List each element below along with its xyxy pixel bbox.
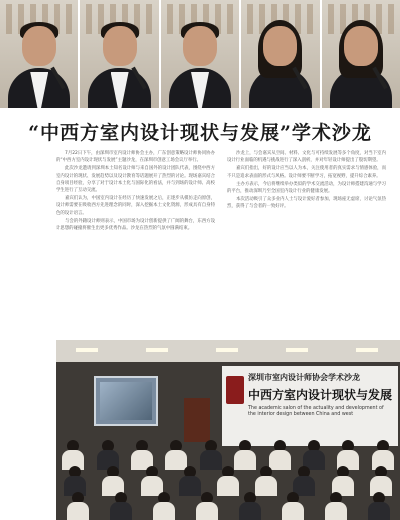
text-column-right bbox=[227, 150, 386, 338]
paragraph: 主办方表示，今后将继续举办类似的学术交流活动，为设计师搭建沟通与学习的平台，推动深圳乃至全国室内设计行业的健康发展。 bbox=[227, 181, 386, 195]
speaker-portrait bbox=[80, 0, 158, 108]
paragraph: 沙龙上，与会嘉宾从空间、材料、文化与可持续发展等多个角度，对当下室内设计行业面临的机遇与挑战进行了深入剖析，并对年轻设计师提出了殷切期望。 bbox=[227, 151, 386, 164]
event-banner bbox=[222, 366, 398, 446]
text-column-left bbox=[56, 150, 215, 338]
paragraph: 7月22日下午，由深圳市室内设计师协会主办，广东创意策略设计师协同协办的“中西方室内设计现状与发展”主题沙龙，在深圳市创意工场会议厅举行。 bbox=[56, 151, 215, 164]
audience bbox=[56, 440, 400, 520]
ceiling bbox=[56, 340, 400, 362]
speaker-portrait bbox=[241, 0, 319, 108]
event-photo bbox=[56, 340, 400, 520]
article-body bbox=[56, 150, 386, 338]
banner-subtitle: 深圳市室内设计师协会学术沙龙 bbox=[248, 372, 360, 382]
paragraph: 本次活动吸引了众多业内人士与设计爱好者参加，现场座无虚席，讨论气氛热烈，获得了与会者的一致好评。 bbox=[227, 197, 386, 210]
banner-english-title: The academic salon of the actuality and development of the interior design between China and west bbox=[248, 406, 384, 417]
paragraph: 与会的外籍设计师则表示，中国市场为设计创新提供了广阔的舞台，东西方设计思想的碰撞将催生出更多优秀作品。沙龙在热烈的气氛中圆满结束。 bbox=[56, 218, 215, 232]
speaker-portrait bbox=[0, 0, 78, 108]
speaker-portrait bbox=[322, 0, 400, 108]
speaker-photo-strip bbox=[0, 0, 400, 108]
speaker-portrait bbox=[161, 0, 239, 108]
association-logo-icon bbox=[226, 376, 244, 404]
podium bbox=[184, 398, 210, 442]
paragraph: 嘉宾们指出，好的设计应当以人为本，关注使用者的真实需求与情感体验，而不只是追求表面的形式与风格。设计师要不断学习，拓宽视野，提升综合素养。 bbox=[227, 166, 386, 179]
paragraph: 此次沙龙邀请到深圳本土知名设计师与来自国外的设计团队代表，围绕中西方室内设计的现状、发展趋势以及设计教育等话题展开了热烈的讨论。现场嘉宾结合自身项目经验，分享了对于设计本土化与国际化的看法，并与到场的设计师、高校学生进行了互动交流。 bbox=[56, 166, 215, 194]
article-title: “中西方室内设计现状与发展”学术沙龙 bbox=[28, 122, 372, 144]
paragraph: 嘉宾们认为，中国室内设计在经历了快速发展之后，正逐步从模仿走向原创，设计师需要在吸收西方先进理念的同时，深入挖掘本土文化资源，形成具有自身特色的设计语言。 bbox=[56, 196, 215, 216]
banner-title: 中西方室内设计现状与发展 bbox=[248, 388, 393, 402]
projection-screen bbox=[94, 376, 158, 426]
